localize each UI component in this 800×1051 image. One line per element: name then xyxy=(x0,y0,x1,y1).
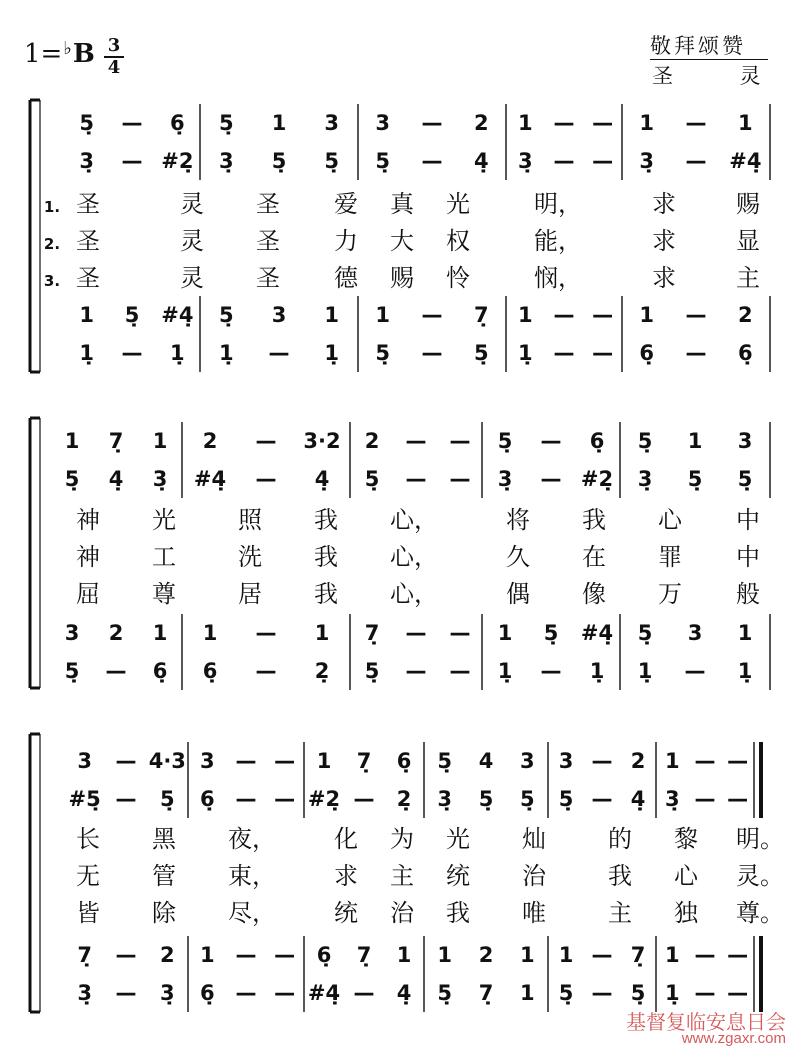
note: 5̣ xyxy=(437,981,452,1005)
note: 3 xyxy=(64,621,80,645)
lyric-syllable: 万 xyxy=(658,580,682,608)
note: 5̣ xyxy=(558,787,574,811)
meter-bottom: 4 xyxy=(104,56,124,78)
note: — xyxy=(115,981,137,1005)
note: 1 xyxy=(520,943,535,967)
lyric-syllable: 照 xyxy=(238,506,262,534)
note: 1 xyxy=(665,749,680,773)
note: — xyxy=(449,429,471,453)
note: 4̣ xyxy=(396,981,412,1005)
note: 3̣ xyxy=(639,149,654,173)
note: 5̣ xyxy=(637,429,653,453)
note: #2̣ xyxy=(307,787,341,811)
lyric-syllable: 像 xyxy=(582,580,606,608)
note: 2 xyxy=(630,749,646,773)
lyric-syllable: 在 xyxy=(582,543,606,571)
lyric-syllable: 求 xyxy=(334,862,358,890)
verse-number: 1. xyxy=(43,198,61,216)
note: 1 xyxy=(665,943,680,967)
lyric-syllable: 尊 xyxy=(152,580,176,608)
note: 1 xyxy=(152,621,168,645)
lyric-syllable: 偶 xyxy=(506,580,530,608)
note: — xyxy=(694,981,716,1005)
lyric-syllable: 我 xyxy=(608,862,632,890)
lyric-syllable: 屈 xyxy=(76,580,100,608)
lyric-syllable: 统 xyxy=(446,862,470,890)
key-signature: 1=♭B xyxy=(24,38,95,69)
song-title: 敬拜颂赞 xyxy=(650,34,746,58)
lyric-syllable: 主 xyxy=(736,264,760,292)
note: 5̣ xyxy=(219,303,234,327)
note: — xyxy=(105,659,127,683)
note: 5̣ xyxy=(478,787,494,811)
note: — xyxy=(449,621,471,645)
note: 1 xyxy=(437,943,452,967)
note: — xyxy=(727,981,749,1005)
note: 5̣ xyxy=(364,659,380,683)
note: 1 xyxy=(324,303,339,327)
lyric-syllable: 久 xyxy=(506,543,530,571)
lyric-syllable: 我 xyxy=(314,506,338,534)
note: 6̣ xyxy=(396,749,412,773)
note: 5̣ xyxy=(543,621,559,645)
lyric-syllable: 赐 xyxy=(736,190,760,218)
note: 3 xyxy=(737,429,753,453)
lyric-syllable: 中 xyxy=(736,506,760,534)
note: — xyxy=(235,981,257,1005)
note: 3 xyxy=(520,749,535,773)
lyric-syllable: 德 xyxy=(334,264,358,292)
note: 3 xyxy=(375,111,390,135)
note: — xyxy=(592,149,614,173)
note: 1 xyxy=(558,943,574,967)
note: — xyxy=(235,749,257,773)
note: 2 xyxy=(474,111,489,135)
note: 5̣ xyxy=(437,749,452,773)
note: — xyxy=(274,787,296,811)
lyric-syllable: 我 xyxy=(446,899,470,927)
note: 2 xyxy=(478,943,494,967)
lyric-syllable: 权 xyxy=(446,227,470,255)
lyric-syllable: 将 xyxy=(506,506,530,534)
note: 4̣ xyxy=(630,787,646,811)
note: #2̣ xyxy=(580,467,614,491)
note: 7̣ xyxy=(364,621,380,645)
note: — xyxy=(592,303,614,327)
note: 5̣ xyxy=(375,341,390,365)
note: 4̣ xyxy=(314,467,330,491)
note: 6̣ xyxy=(200,981,215,1005)
note: 1̣ xyxy=(637,659,653,683)
note: 1 xyxy=(316,749,332,773)
note: 1 xyxy=(497,621,513,645)
lyric-syllable: 我 xyxy=(314,580,338,608)
note: — xyxy=(540,429,562,453)
note: 5̣ xyxy=(737,467,753,491)
note: 1 xyxy=(79,303,94,327)
note: 5̣ xyxy=(219,111,234,135)
note: 5̣ xyxy=(64,659,80,683)
note: — xyxy=(694,787,716,811)
note: 6̣ xyxy=(202,659,218,683)
lyric-syllable: 圣 xyxy=(256,227,280,255)
note: — xyxy=(449,467,471,491)
note: 7̣ xyxy=(108,429,124,453)
lyric-syllable: 尽， xyxy=(228,899,276,927)
lyric-syllable: 中 xyxy=(736,543,760,571)
note: 6̣ xyxy=(589,429,605,453)
note: 6̣ xyxy=(170,111,185,135)
lyric-syllable: 心， xyxy=(390,506,438,534)
lyric-syllable: 爱 xyxy=(334,190,358,218)
lyric-syllable: 主 xyxy=(390,862,414,890)
note: 3̣ xyxy=(79,149,94,173)
note: 5̣ xyxy=(687,467,703,491)
note: 2 xyxy=(738,303,753,327)
lyric-syllable: 灵 xyxy=(180,227,204,255)
note: 1 xyxy=(152,429,168,453)
lyric-syllable: 治 xyxy=(522,862,546,890)
note: #2̣ xyxy=(161,149,194,173)
note: 3 xyxy=(77,749,92,773)
lyric-syllable: 明。 xyxy=(736,825,784,853)
lyric-syllable: 的 xyxy=(608,825,632,853)
note: 6̣ xyxy=(738,341,753,365)
lyric-syllable: 独 xyxy=(674,899,698,927)
note: 2 xyxy=(160,943,175,967)
note: — xyxy=(405,467,427,491)
lyric-syllable: 黎 xyxy=(674,825,698,853)
note: #4̣ xyxy=(307,981,341,1005)
lyric-syllable: 皆 xyxy=(76,899,100,927)
note: 5̣ xyxy=(271,149,287,173)
lyric-syllable: 显 xyxy=(736,227,760,255)
note: — xyxy=(540,659,562,683)
lyric-syllable: 治 xyxy=(390,899,414,927)
note: 3̣ xyxy=(219,149,234,173)
note: 2̣ xyxy=(314,659,330,683)
note: 6̣ xyxy=(639,341,654,365)
note: — xyxy=(115,943,137,967)
lyric-syllable: 悯， xyxy=(534,264,582,292)
note: — xyxy=(268,341,290,365)
lyric-syllable: 主 xyxy=(608,899,632,927)
note: 7̣ xyxy=(478,981,494,1005)
note: — xyxy=(421,341,443,365)
lyric-syllable: 圣 xyxy=(76,227,100,255)
lyric-syllable: 黑 xyxy=(152,825,176,853)
note: 7̣ xyxy=(356,943,372,967)
note: — xyxy=(421,149,443,173)
lyric-syllable: 怜 xyxy=(446,264,470,292)
note: 5̣ xyxy=(124,303,140,327)
note: 3 xyxy=(271,303,287,327)
lyric-syllable: 光 xyxy=(446,190,470,218)
note: #4̣ xyxy=(193,467,227,491)
note: — xyxy=(553,341,575,365)
note: 2̣ xyxy=(396,787,412,811)
lyric-syllable: 夜， xyxy=(228,825,276,853)
note: — xyxy=(449,659,471,683)
note: 6̣ xyxy=(316,943,332,967)
note: #4̣ xyxy=(580,621,614,645)
note: #4̣ xyxy=(161,303,194,327)
note: 5̣ xyxy=(497,429,513,453)
lyric-syllable: 圣 xyxy=(256,264,280,292)
note: — xyxy=(121,149,143,173)
note: — xyxy=(540,467,562,491)
lyric-syllable: 光 xyxy=(446,825,470,853)
note: #4̣ xyxy=(729,149,762,173)
note: — xyxy=(685,149,707,173)
note: 1 xyxy=(64,429,80,453)
note: 4·3 xyxy=(148,749,186,773)
note: 7̣ xyxy=(356,749,372,773)
note: 1 xyxy=(639,303,654,327)
watermark-url: www.zgaxr.com xyxy=(681,1030,786,1047)
note: 1̣ xyxy=(170,341,185,365)
note: — xyxy=(727,943,749,967)
lyric-syllable: 我 xyxy=(314,543,338,571)
note: 5̣ xyxy=(364,467,380,491)
note: — xyxy=(694,943,716,967)
lyric-syllable: 管 xyxy=(152,862,176,890)
note: 5̣ xyxy=(160,787,175,811)
lyric-syllable: 求 xyxy=(652,190,676,218)
lyric-syllable: 大 xyxy=(390,227,414,255)
note: — xyxy=(694,749,716,773)
note: 1̣ xyxy=(79,341,94,365)
note: 1̣ xyxy=(219,341,234,365)
note: 3̣ xyxy=(152,467,168,491)
note: — xyxy=(274,749,296,773)
note: 3̣ xyxy=(497,467,513,491)
note: — xyxy=(121,341,143,365)
lyric-syllable: 无 xyxy=(76,862,100,890)
note: 1 xyxy=(396,943,412,967)
note: 3̣ xyxy=(160,981,175,1005)
note: — xyxy=(685,341,707,365)
note: 5̣ xyxy=(637,621,653,645)
note: — xyxy=(727,749,749,773)
note: 5̣ xyxy=(630,981,646,1005)
note: 1 xyxy=(639,111,654,135)
note: 5̣ xyxy=(520,787,535,811)
verse-number: 3. xyxy=(43,272,61,290)
note: — xyxy=(421,303,443,327)
lyric-syllable: 赐 xyxy=(390,264,414,292)
lyric-syllable: 化 xyxy=(334,825,358,853)
note: — xyxy=(591,981,613,1005)
lyric-syllable: 洗 xyxy=(238,543,262,571)
note: 3 xyxy=(324,111,339,135)
note: 1 xyxy=(687,429,703,453)
lyric-syllable: 神 xyxy=(76,543,100,571)
lyric-syllable: 灿 xyxy=(522,825,546,853)
note: — xyxy=(235,943,257,967)
lyric-syllable: 罪 xyxy=(658,543,682,571)
note: — xyxy=(421,111,443,135)
lyric-syllable: 唯 xyxy=(522,899,546,927)
lyric-syllable: 能， xyxy=(534,227,582,255)
note: 1 xyxy=(737,621,753,645)
note: — xyxy=(121,111,143,135)
song-subtitle: 圣 灵 xyxy=(652,64,791,88)
note: 3̣ xyxy=(437,787,452,811)
note: — xyxy=(553,303,575,327)
note: — xyxy=(405,621,427,645)
lyric-syllable: 长 xyxy=(76,825,100,853)
note: 1̣ xyxy=(589,659,605,683)
note: 1 xyxy=(375,303,390,327)
note: 1̣ xyxy=(324,341,339,365)
meter-top: 3 xyxy=(107,35,121,56)
note: 1̣ xyxy=(665,981,680,1005)
note: 5̣ xyxy=(375,149,390,173)
note: — xyxy=(592,341,614,365)
note: 3·2 xyxy=(303,429,341,453)
note: 1̣ xyxy=(737,659,753,683)
note: — xyxy=(727,787,749,811)
note: 7̣ xyxy=(474,303,489,327)
note: #5̣ xyxy=(68,787,101,811)
note: 1 xyxy=(200,943,215,967)
lyric-syllable: 心， xyxy=(390,543,438,571)
note: 5̣ xyxy=(64,467,80,491)
note: 6̣ xyxy=(200,787,215,811)
lyric-syllable: 居 xyxy=(238,580,262,608)
lyric-syllable: 心 xyxy=(658,506,682,534)
note: 5̣ xyxy=(324,149,339,173)
note: 1 xyxy=(738,111,753,135)
note: 1 xyxy=(518,303,533,327)
note: 5̣ xyxy=(558,981,574,1005)
lyric-syllable: 为 xyxy=(390,825,414,853)
note: 3̣ xyxy=(518,149,533,173)
note: 7̣ xyxy=(630,943,646,967)
note: 1 xyxy=(520,981,535,1005)
note: 1 xyxy=(202,621,218,645)
lyric-syllable: 圣 xyxy=(76,264,100,292)
verse-number: 2. xyxy=(43,235,61,253)
note: — xyxy=(591,787,613,811)
lyric-syllable: 明， xyxy=(534,190,582,218)
note: 3̣ xyxy=(637,467,653,491)
note: — xyxy=(353,981,375,1005)
note: — xyxy=(591,749,613,773)
lyric-syllable: 般 xyxy=(736,580,760,608)
note: 5̣ xyxy=(79,111,94,135)
note: 3 xyxy=(558,749,574,773)
note: — xyxy=(274,943,296,967)
note: 3 xyxy=(200,749,215,773)
lyric-syllable: 心， xyxy=(390,580,438,608)
note: 3 xyxy=(687,621,703,645)
lyric-syllable: 工 xyxy=(152,543,176,571)
note: 4̣ xyxy=(474,149,489,173)
note: — xyxy=(685,111,707,135)
lyric-syllable: 灵 xyxy=(180,264,204,292)
note: — xyxy=(553,111,575,135)
note: — xyxy=(553,149,575,173)
note: — xyxy=(115,787,137,811)
note: 1 xyxy=(314,621,330,645)
lyric-syllable: 神 xyxy=(76,506,100,534)
lyric-syllable: 力 xyxy=(334,227,358,255)
lyric-syllable: 求 xyxy=(652,264,676,292)
lyric-syllable: 求 xyxy=(652,227,676,255)
note: 1 xyxy=(518,111,533,135)
note: 3̣ xyxy=(665,787,680,811)
note: — xyxy=(685,303,707,327)
note: — xyxy=(235,787,257,811)
note: 5̣ xyxy=(474,341,489,365)
note: 6̣ xyxy=(152,659,168,683)
note: 1 xyxy=(271,111,287,135)
note: 1̣ xyxy=(518,341,533,365)
note: — xyxy=(405,429,427,453)
note: 4̣ xyxy=(108,467,124,491)
note: — xyxy=(405,659,427,683)
lyric-syllable: 束， xyxy=(228,862,276,890)
lyric-syllable: 统 xyxy=(334,899,358,927)
lyric-syllable: 圣 xyxy=(76,190,100,218)
lyric-syllable: 除 xyxy=(152,899,176,927)
note: 2 xyxy=(108,621,124,645)
note: — xyxy=(353,787,375,811)
note: 2 xyxy=(364,429,380,453)
note: — xyxy=(255,621,277,645)
lyric-syllable: 心 xyxy=(674,862,698,890)
note: 1̣ xyxy=(497,659,513,683)
note: — xyxy=(591,943,613,967)
note: 7̣ xyxy=(77,943,92,967)
watermark-name: 基督复临安息日会 xyxy=(626,1010,786,1034)
note: — xyxy=(684,659,706,683)
note: — xyxy=(274,981,296,1005)
lyric-syllable: 圣 xyxy=(256,190,280,218)
note: — xyxy=(255,467,277,491)
lyric-syllable: 尊。 xyxy=(736,899,784,927)
lyric-syllable: 我 xyxy=(582,506,606,534)
lyric-syllable: 真 xyxy=(390,190,414,218)
note: — xyxy=(255,659,277,683)
note: — xyxy=(255,429,277,453)
note: 4 xyxy=(478,749,494,773)
note: — xyxy=(592,111,614,135)
note: 2 xyxy=(202,429,218,453)
lyric-syllable: 灵 xyxy=(180,190,204,218)
lyric-syllable: 灵。 xyxy=(736,862,784,890)
lyric-syllable: 光 xyxy=(152,506,176,534)
note: 3̣ xyxy=(77,981,92,1005)
note: — xyxy=(115,749,137,773)
